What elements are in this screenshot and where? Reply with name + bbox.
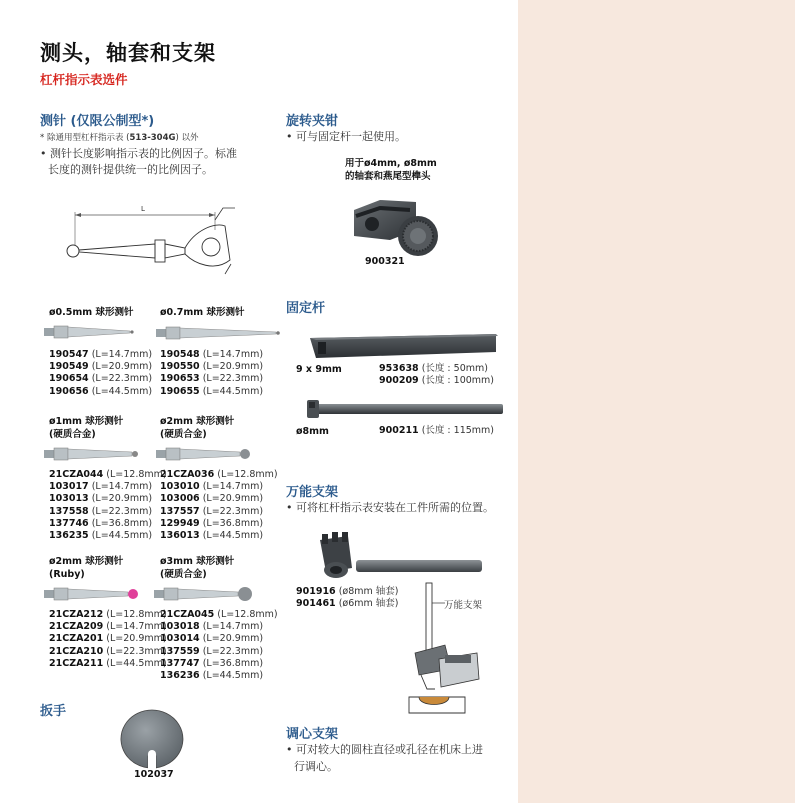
stylus-group-title [49,415,123,441]
universal-holder-image [312,530,487,585]
stylus-0.5-image [44,324,139,340]
centering-holder-heading: 调心支架 [286,727,339,742]
centering-holder-desc-2: 行调心。 [294,760,338,773]
group-title-line2: (硬质合金) [160,569,207,580]
list-item: 21CZA045 (L=12.8mm) [160,609,278,620]
fixed-rod-heading: 固定杆 [286,301,326,316]
square-rod-image [308,332,508,362]
stylus-0.7-image [156,325,286,341]
stylus-list-2mm [160,469,278,542]
stylus-group-title: ø0.5mm 球形测针 [49,307,134,318]
stylus-group-title [49,555,123,581]
group-title-line1: ø2mm 球形测针 [160,416,235,427]
list-item: 21CZA036 (L=12.8mm) [160,469,278,480]
stylus-group-title [160,555,234,581]
stylus-list-0.5 [49,349,152,398]
stylus-ruby-image [44,584,144,604]
styli-heading: 测针 (仅限公制型*) [40,114,155,129]
list-item: 21CZA044 (L=12.8mm) [49,469,167,480]
list-item: 137746 (L=36.8mm) [49,517,153,529]
swivel-clamp-heading: 旋转夹钳 [286,114,339,129]
stylus-list-1mm [49,469,167,542]
list-item: 103006 (L=20.9mm) [160,493,264,505]
wrench-code: 102037 [134,769,174,780]
stylus-1mm-image [44,446,144,462]
list-item: 137559 (L=22.3mm) [160,645,264,657]
list-item: 137557 (L=22.3mm) [160,505,264,517]
list-item: 137558 (L=22.3mm) [49,505,153,517]
side-band [518,0,795,803]
list-item: 137747 (L=36.8mm) [160,657,264,669]
list-item: 190548 (L=14.7mm) [160,349,264,360]
caption-line1: 用于ø4mm, ø8mm [345,158,437,169]
list-item: 21CZA212 (L=12.8mm) [49,609,167,620]
swivel-clamp-image [350,190,445,260]
caption-line2: 的轴套和燕尾型榫头 [345,171,431,182]
list-item: 103018 (L=14.7mm) [160,621,264,633]
swivel-clamp-caption [345,157,437,183]
stylus-list-0.7 [160,349,263,398]
list-item: 901916 (ø8mm 轴套) [296,586,399,597]
list-item: 190653 (L=22.3mm) [160,373,264,385]
list-item: 136013 (L=44.5mm) [160,530,264,542]
styli-desc-1: • 测针长度影响指示表的比例因子。标准 [40,147,237,160]
stylus-3mm-image [154,582,264,606]
list-item: 900209 (长度 : 100mm) [379,375,494,387]
note-model: 513-304G [129,133,176,143]
styli-note [40,131,199,143]
square-rod-size: 9 x 9mm [296,364,342,375]
note-suffix: ) 以外 [175,133,199,143]
list-item: 21CZA201 (L=20.9mm) [49,633,167,645]
stylus-list-3mm [160,609,278,682]
group-title-line2: (Ruby) [49,569,85,580]
diagram-length-label: L [141,205,145,213]
list-item: 190654 (L=22.3mm) [49,373,153,385]
universal-holder-heading: 万能支架 [286,485,339,500]
group-title-line1: ø2mm 球形测针 [49,556,124,567]
stylus-diagram [55,200,255,280]
round-rod-image [305,398,505,420]
swivel-clamp-code: 900321 [365,256,405,267]
styli-desc-2: 长度的测针提供统一的比例因子。 [48,163,213,176]
group-title-line2: (硬质合金) [49,429,96,440]
list-item: 21CZA210 (L=22.3mm) [49,645,167,657]
list-item: 901461 (ø6mm 轴套) [296,598,399,610]
note-prefix: * 除通用型杠杆指示表 ( [40,133,130,143]
group-title-line1: ø3mm 球形测针 [160,556,235,567]
stylus-group-title: ø0.7mm 球形测针 [160,307,245,318]
list-item: 21CZA211 (L=44.5mm) [49,657,167,669]
page-subtitle: 杠杆指示表选件 [40,72,128,87]
list-item: 190549 (L=20.9mm) [49,361,153,373]
list-item: 103010 (L=14.7mm) [160,481,264,493]
stylus-group-title [160,415,234,441]
list-item: 129949 (L=36.8mm) [160,517,264,529]
stylus-list-ruby [49,609,167,670]
centering-holder-desc-1: • 可对较大的圆柱直径或孔径在机床上进 [286,743,483,756]
list-item: 953638 (长度 : 50mm) [379,363,488,374]
list-item: 190550 (L=20.9mm) [160,361,264,373]
swivel-clamp-desc: • 可与固定杆一起使用。 [286,130,406,143]
list-item: 190655 (L=44.5mm) [160,385,264,397]
list-item: 190656 (L=44.5mm) [49,385,153,397]
list-item: 136235 (L=44.5mm) [49,530,153,542]
group-title-line2: (硬质合金) [160,429,207,440]
stylus-2mm-image [156,444,256,464]
list-item: 190547 (L=14.7mm) [49,349,153,360]
wrench-heading: 扳手 [40,704,67,719]
square-rod-list [379,363,494,387]
list-item: 21CZA209 (L=14.7mm) [49,621,167,633]
list-item: 136236 (L=44.5mm) [160,670,264,682]
group-title-line1: ø1mm 球形测针 [49,416,124,427]
round-rod-item: 900211 (长度 : 115mm) [379,425,494,436]
page-title: 测头，轴套和支架 [40,41,216,65]
wrench-image [118,708,186,770]
universal-holder-desc: • 可将杠杆指示表安装在工件所需的位置。 [286,501,494,514]
universal-holder-callout: 万能支架 [444,600,483,611]
universal-holder-list [296,586,399,610]
round-rod-size: ø8mm [296,426,329,437]
list-item: 103013 (L=20.9mm) [49,493,153,505]
list-item: 103017 (L=14.7mm) [49,481,153,493]
list-item: 103014 (L=20.9mm) [160,633,264,645]
